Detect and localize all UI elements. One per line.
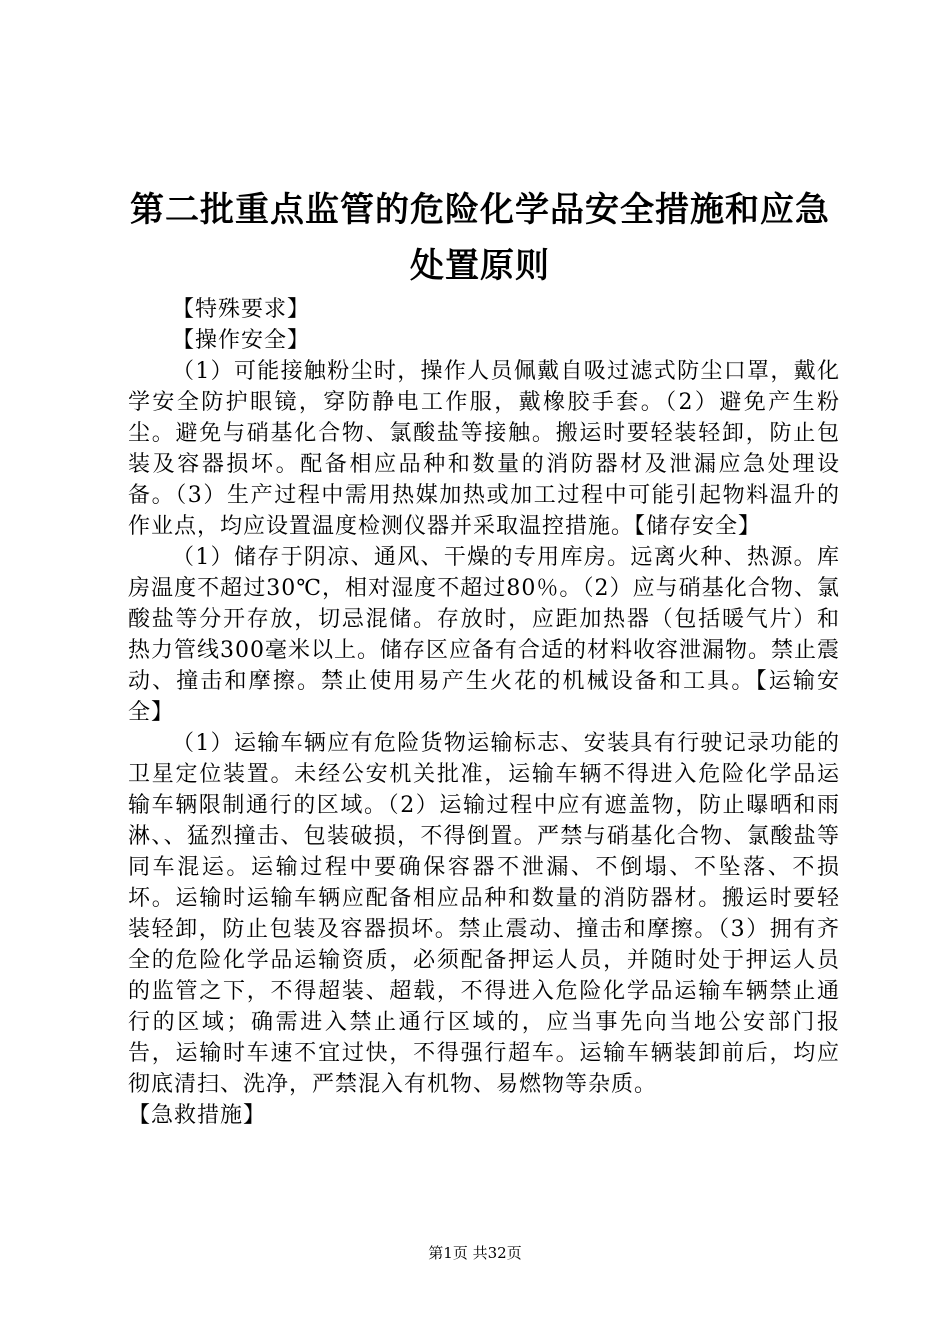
document-title-line-2: 处置原则 <box>410 246 550 286</box>
paragraph-operation-safety: （1）可能接触粉尘时，操作人员佩戴自吸过滤式防尘口罩，戴化学安全防护眼镜，穿防静电工作服，戴橡胶手套。（2）避免产生粉尘。避免与硝基化合物、氯酸盐等接触。搬运时要轻装轻卸，防止包装及容器损坏。配备相应品种和数量的消防器材及泄漏应急处理设备。（3）生产过程中需用热媒加热或加工过程中可能引起物料温升的作业点，均应设置温度检测仪器并采取温控措施。【储存安全】 <box>128 359 840 539</box>
paragraph-transport-safety: （1）运输车辆应有危险货物运输标志、安装具有行驶记录功能的卫星定位装置。未经公安机关批准，运输车辆不得进入危险化学品运输车辆限制通行的区域。（2）运输过程中应有遮盖物，防止曝晒和雨淋、、猛烈撞击、包装破损，不得倒置。严禁与硝基化合物、氯酸盐等同车混运。运输过程中要确保容器不泄漏、不倒塌、不坠落、不损坏。运输时运输车辆应配备相应品种和数量的消防器材。搬运时要轻装轻卸，防止包装及容器损坏。禁止震动、撞击和摩擦。（3）拥有齐全的危险化学品运输资质，必须配备押运人员，并随时处于押运人员的监管之下，不得超装、超载，不得进入危险化学品运输车辆禁止通行的区域；确需进入禁止通行区域的，应当事先向当地公安部门报告，运输时车速不宜过快，不得强行超车。运输车辆装卸前后，均应彻底清扫、洗净，严禁混入有机物、易燃物等杂质。 <box>128 731 840 1097</box>
document-body <box>128 294 840 1131</box>
paragraph-storage-safety: （1）储存于阴凉、通风、干燥的专用库房。远离火种、热源。库房温度不超过30℃，相对湿度不超过80％。（2）应与硝基化合物、氯酸盐等分开存放，切忌混储。存放时，应距加热器（包括暖气片）和热力管线300毫米以上。储存区应备有合适的材料收容泄漏物。禁止震动、撞击和摩擦。禁止使用易产生火花的机械设备和工具。【运输安全】 <box>128 545 840 725</box>
section-heading-special-requirements: 【特殊要求】 <box>172 297 311 322</box>
document-title-line-1: 第二批重点监管的危险化学品安全措施和应急 <box>130 190 830 230</box>
section-heading-first-aid: 【急救措施】 <box>128 1103 267 1128</box>
page-number-footer: 第1页 共32页 <box>428 1244 522 1262</box>
section-heading-operation-safety: 【操作安全】 <box>172 328 311 353</box>
